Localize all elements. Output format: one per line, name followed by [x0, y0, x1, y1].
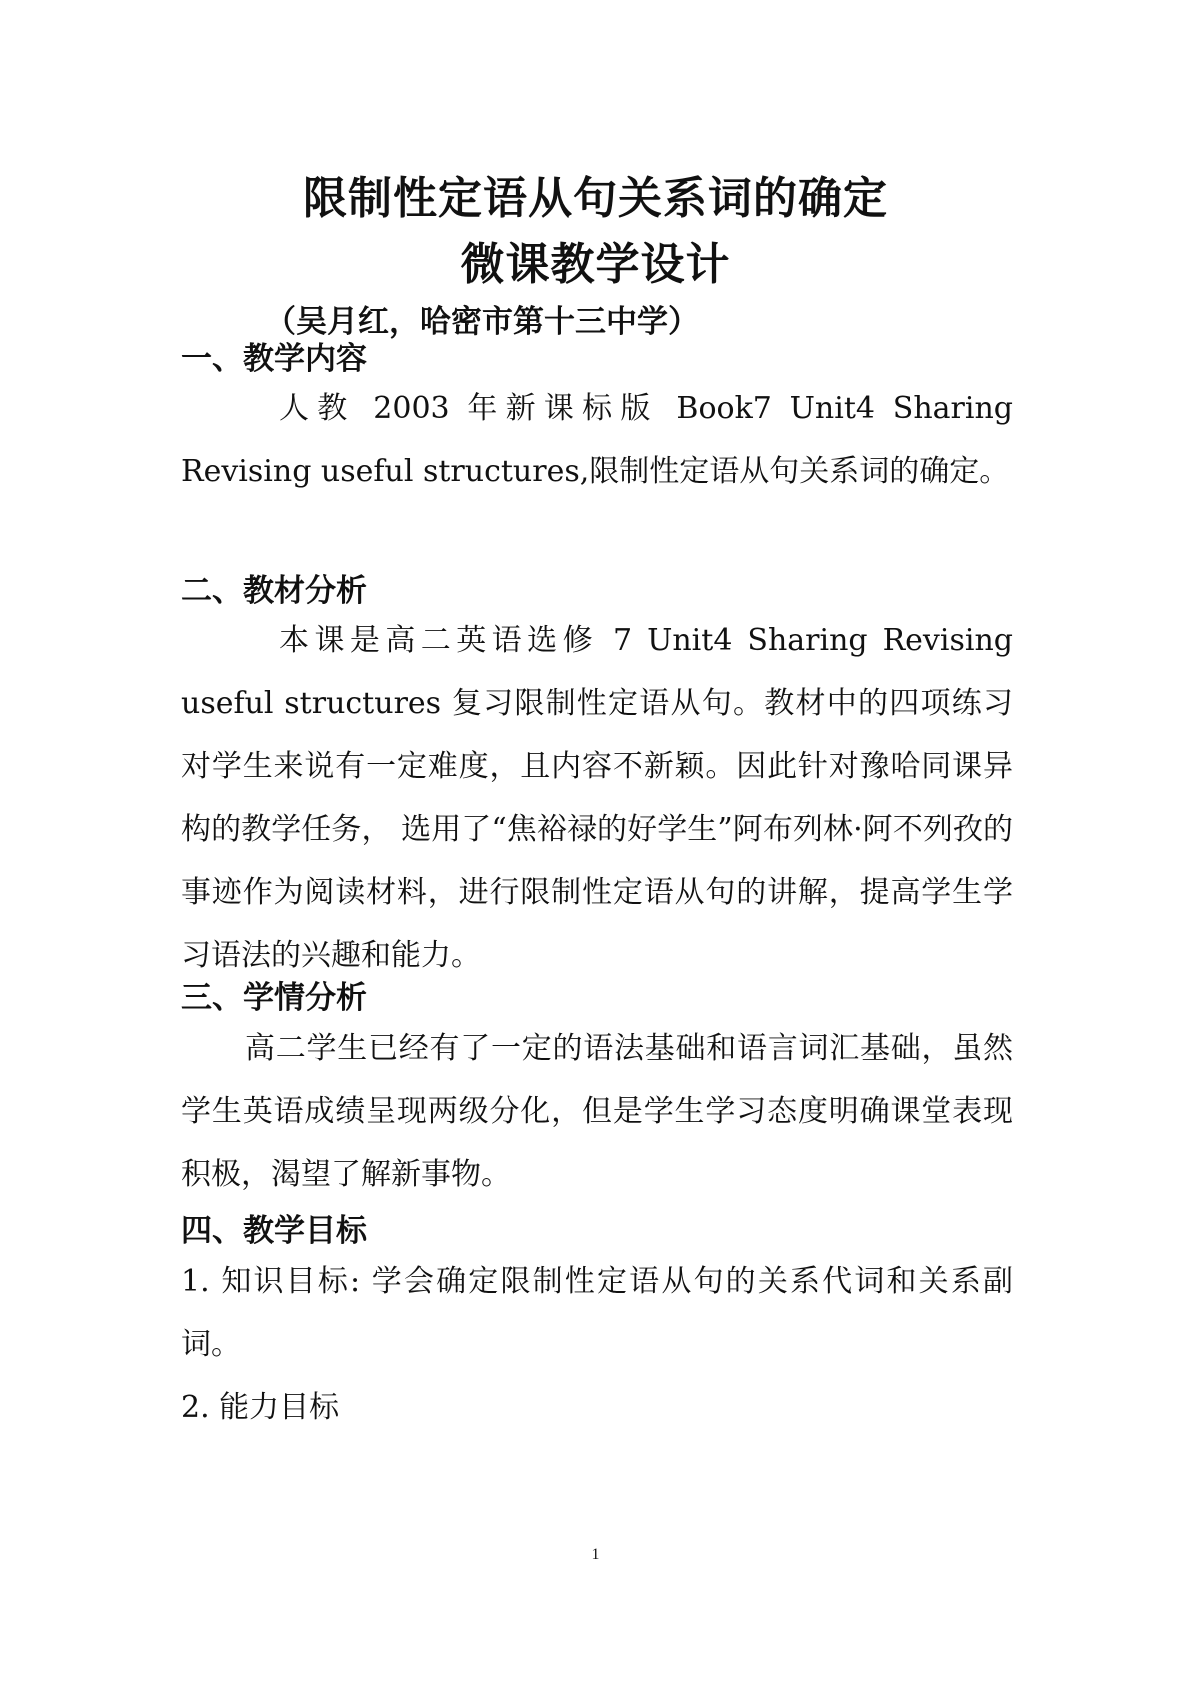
page-number: 1 [591, 1546, 600, 1563]
section-heading-content: 一、教学内容 [181, 341, 367, 377]
section-heading-materials: 二、教材分析 [181, 573, 367, 609]
section-body-content: 人教 2003 年新课标版 Book7 Unit4 Sharing Revising useful structures,限制性定语从句关系词的确定。 [181, 391, 1013, 489]
section-body-learners: 高二学生已经有了一定的语法基础和语言词汇基础，虽然学生英语成绩呈现两级分化，但是学生学习态度明确课堂表现积极，渴望了解新事物。 [181, 1031, 1013, 1192]
document-title: 限制性定语从句关系词的确定 [303, 173, 888, 224]
section-heading-learners: 三、学情分析 [181, 980, 367, 1016]
section-body-materials: 本课是高二英语选修 7 Unit4 Sharing Revising useful structures 复习限制性定语从句。教材中的四项练习对学生来说有一定难度，且内容不新颖。因此针对豫哈同课异构的教学任务， 选用了“焦裕禄的好学生”阿布列林·阿不列孜的事迹作为阅读材料，进行限制性定语从句的讲解，提高学生学习语法的兴趣和能力。 [181, 623, 1013, 973]
document-subtitle: 微课教学设计 [460, 239, 731, 290]
objective-item: 1. 知识目标: 学会确定限制性定语从句的关系代词和关系副词。 [181, 1264, 1013, 1362]
section-heading-objectives: 四、教学目标 [181, 1213, 367, 1249]
author-line: （吴月红，哈密市第十三中学） [265, 304, 699, 340]
objective-item: 2. 能力目标 [181, 1390, 340, 1425]
